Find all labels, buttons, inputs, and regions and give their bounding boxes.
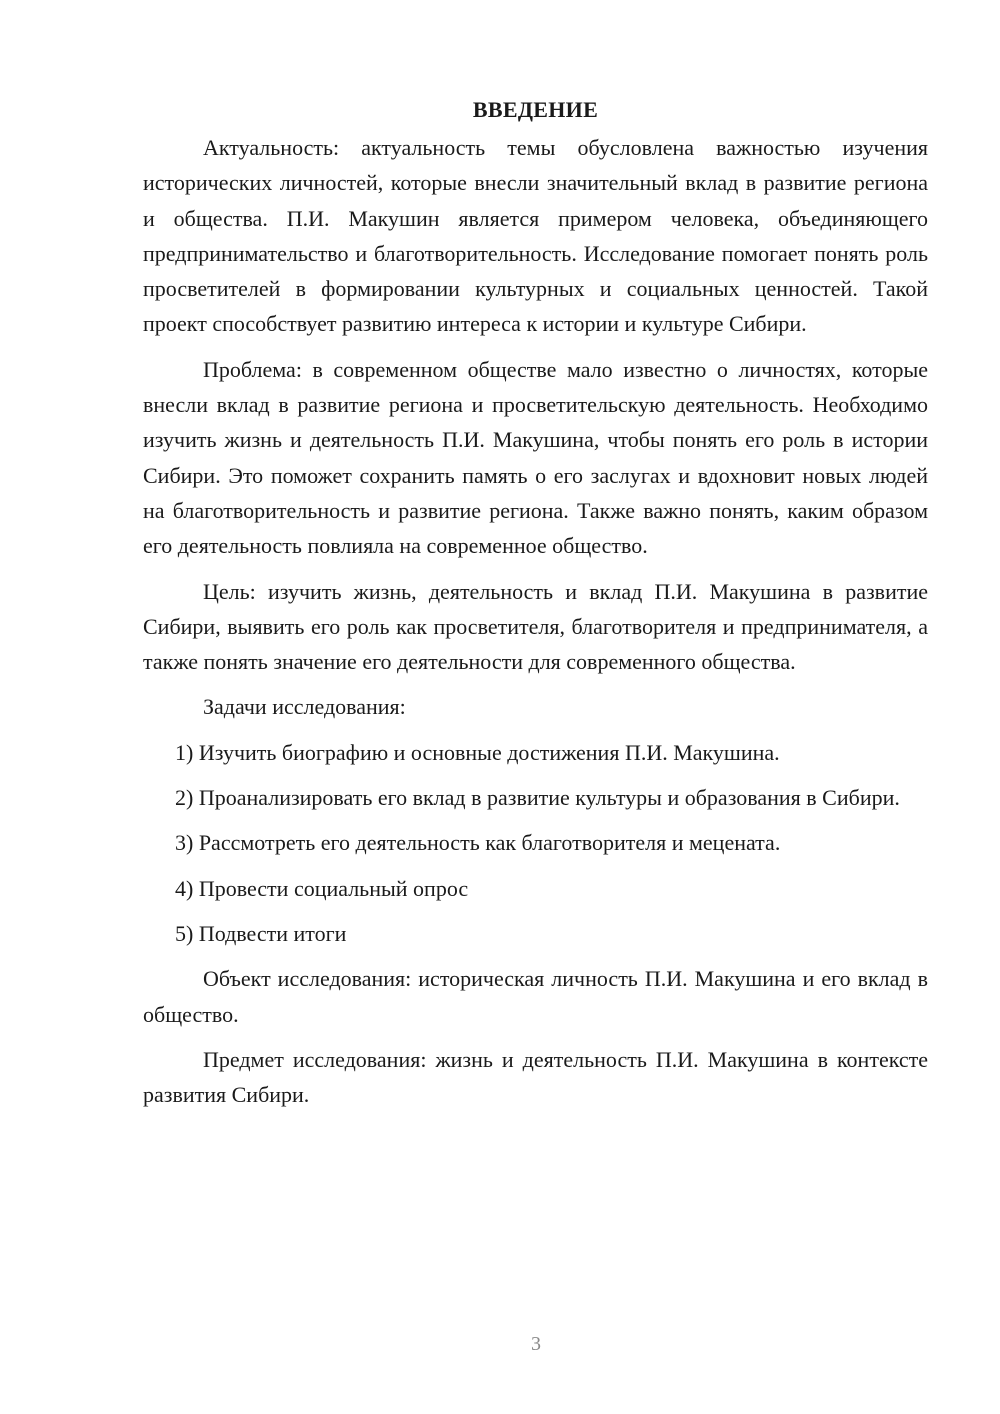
paragraph-object: Объект исследования: историческая личность П.И. Макушина и его вклад в общество. [143,966,928,1027]
task-item-2: 2) Проанализировать его вклад в развитие культуры и образования в Сибири. [175,785,900,811]
task-item-3: 3) Рассмотреть его деятельность как благотворителя и мецената. [175,830,781,856]
task-item-4: 4) Провести социальный опрос [175,875,469,901]
paragraph-subject: Предмет исследования: жизнь и деятельность П.И. Макушина в контексте развития Сибири. [143,1046,928,1108]
paragraph-tasks-heading: Задачи исследования: [203,694,406,720]
paragraph-problem: Проблема: в современном обществе мало известно о личностях, которые внесли вклад в развитие региона и просветительскую деятельность. Необходимо изучить жизнь и деятельность П.И. Макушина, чтобы понять его роль в истории Сибири. Это поможет сохранить память о его заслугах и вдохновит новых людей на благотворительность и развитие региона. Также важно понять, каким образом его деятельность повлияла на современное общество. [143,356,928,559]
paragraph-relevance: Актуальность: актуальность темы обусловлена важностью изучения исторических личностей, которые внесли значительный вклад в развитие региона и общества. П.И. Макушин является примером человека, объединяющего предпринимательство и благотворительность. Исследование помогает понять роль просветителей в формировании культурных и социальных ценностей. Такой проект способствует развитию интереса к истории и культуре Сибири. [143,135,928,337]
document-page [143,92,928,1122]
page-number: 3 [531,1333,541,1355]
paragraph-goal: Цель: изучить жизнь, деятельность и вклад П.И. Макушина в развитие Сибири, выявить его роль как просветителя, благотворителя и предпринимателя, а также понять значение его деятельности для современного общества. [143,578,928,675]
section-title: ВВЕДЕНИЕ [472,97,599,122]
task-item-1: 1) Изучить биографию и основные достижения П.И. Макушина. [175,739,780,765]
task-item-5: 5) Подвести итоги [175,920,347,946]
